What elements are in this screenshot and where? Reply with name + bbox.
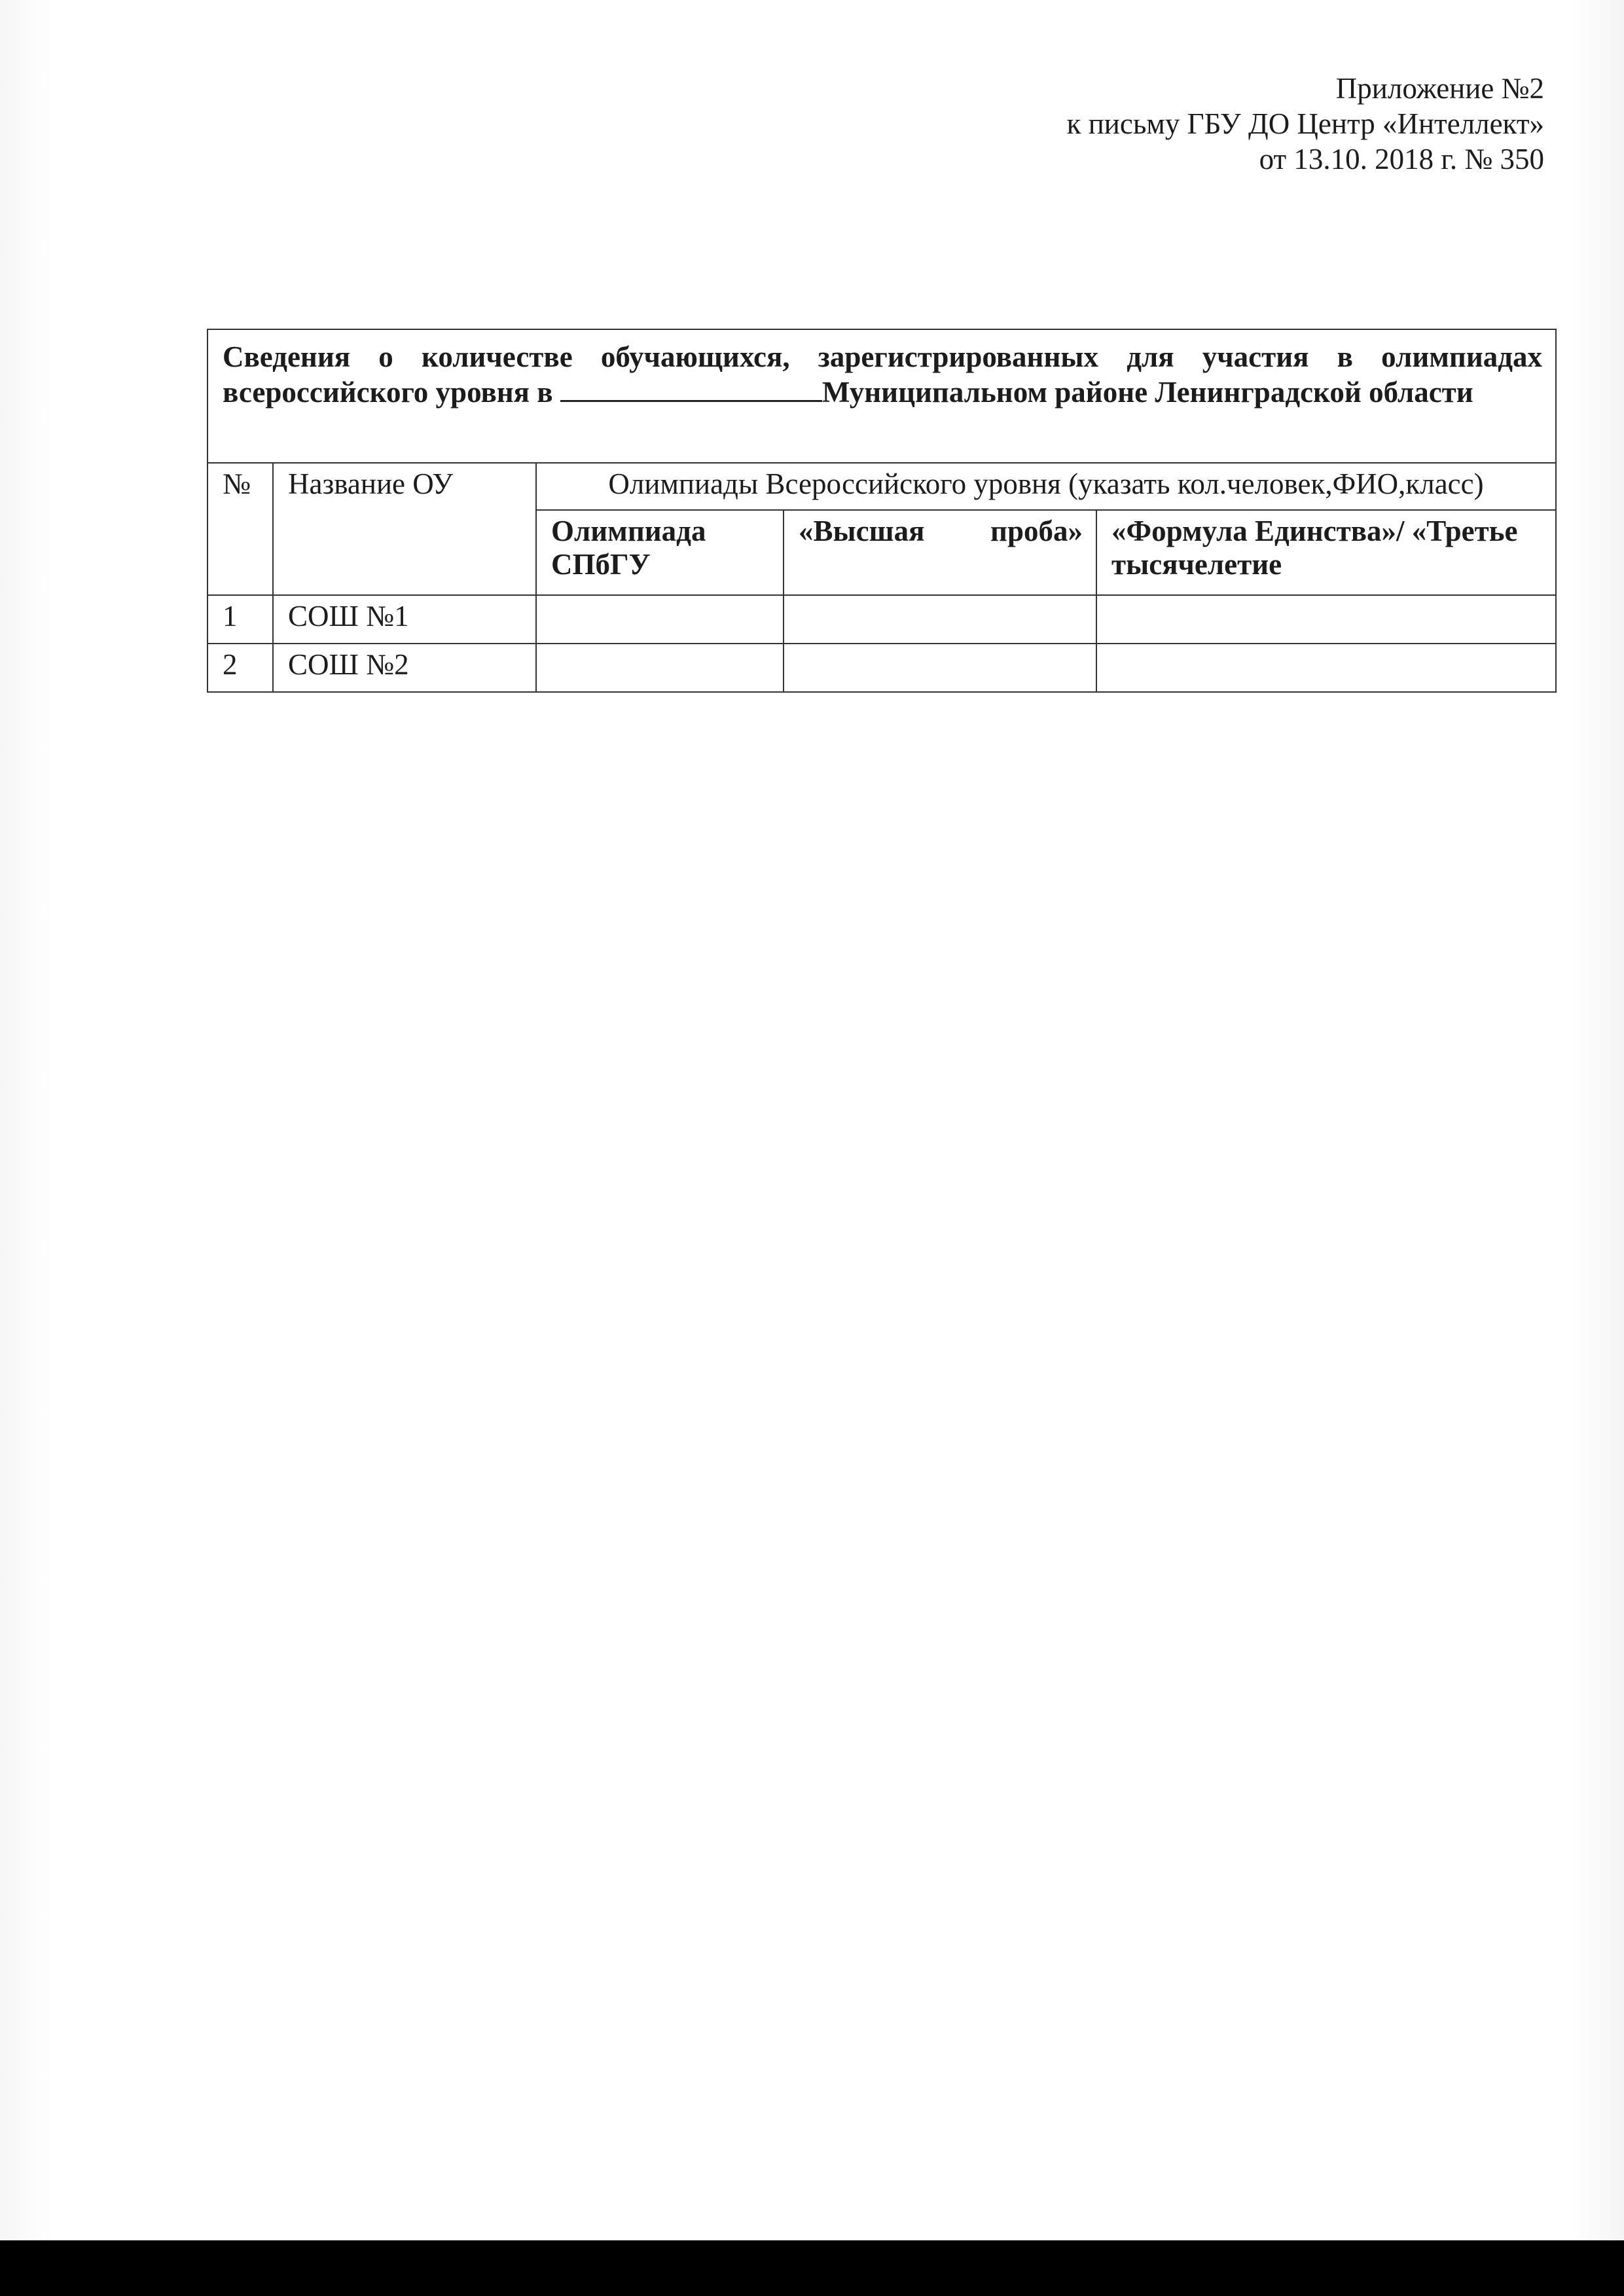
olympiad-vysshaya-proba: «Высшая проба» (784, 510, 1096, 595)
header-number: № (208, 463, 273, 595)
header-school-name: Название ОУ (273, 463, 536, 595)
annex-header (1067, 71, 1544, 177)
table-title-row (208, 329, 1556, 463)
annex-number: Приложение №2 (1335, 72, 1544, 105)
cell-spbgu-entry[interactable] (536, 644, 784, 692)
annex-letter-ref: к письму ГБУ ДО Центр «Интеллект» (1066, 107, 1544, 140)
olympiad-formula-edinstva: «Формула Единства»/ «Третье тысячелетие (1096, 510, 1556, 595)
district-blank-field[interactable] (560, 374, 822, 402)
cell-vysshaya-proba-entry[interactable] (784, 644, 1096, 692)
table-header-row (208, 463, 1556, 510)
table-title (208, 329, 1556, 463)
table-title-part1: Сведения о количестве обучающихся, зарегистрированных для участия в олимпиадах всероссийского уровня в (223, 340, 1543, 409)
cell-vysshaya-proba-entry[interactable] (784, 595, 1096, 644)
row-number: 2 (208, 644, 273, 692)
table-row (208, 595, 1556, 644)
row-school-name: СОШ №2 (273, 644, 536, 692)
cell-formula-edinstva-entry[interactable] (1096, 644, 1556, 692)
header-olympiads: Олимпиады Всероссийского уровня (указать кол.человек,ФИО,класс) (536, 463, 1556, 510)
table-row (208, 644, 1556, 692)
cell-spbgu-entry[interactable] (536, 595, 784, 644)
scan-bottom-edge (0, 2240, 1624, 2296)
olympiad-spbgu: Олимпиада СПбГУ (536, 510, 784, 595)
row-number: 1 (208, 595, 273, 644)
row-school-name: СОШ №1 (273, 595, 536, 644)
annex-date: от 13.10. 2018 г. № 350 (1259, 143, 1544, 175)
olympiad-registration-table (207, 329, 1557, 693)
table-title-part2: Муниципальном районе Ленинградской области (821, 376, 1473, 409)
cell-formula-edinstva-entry[interactable] (1096, 595, 1556, 644)
